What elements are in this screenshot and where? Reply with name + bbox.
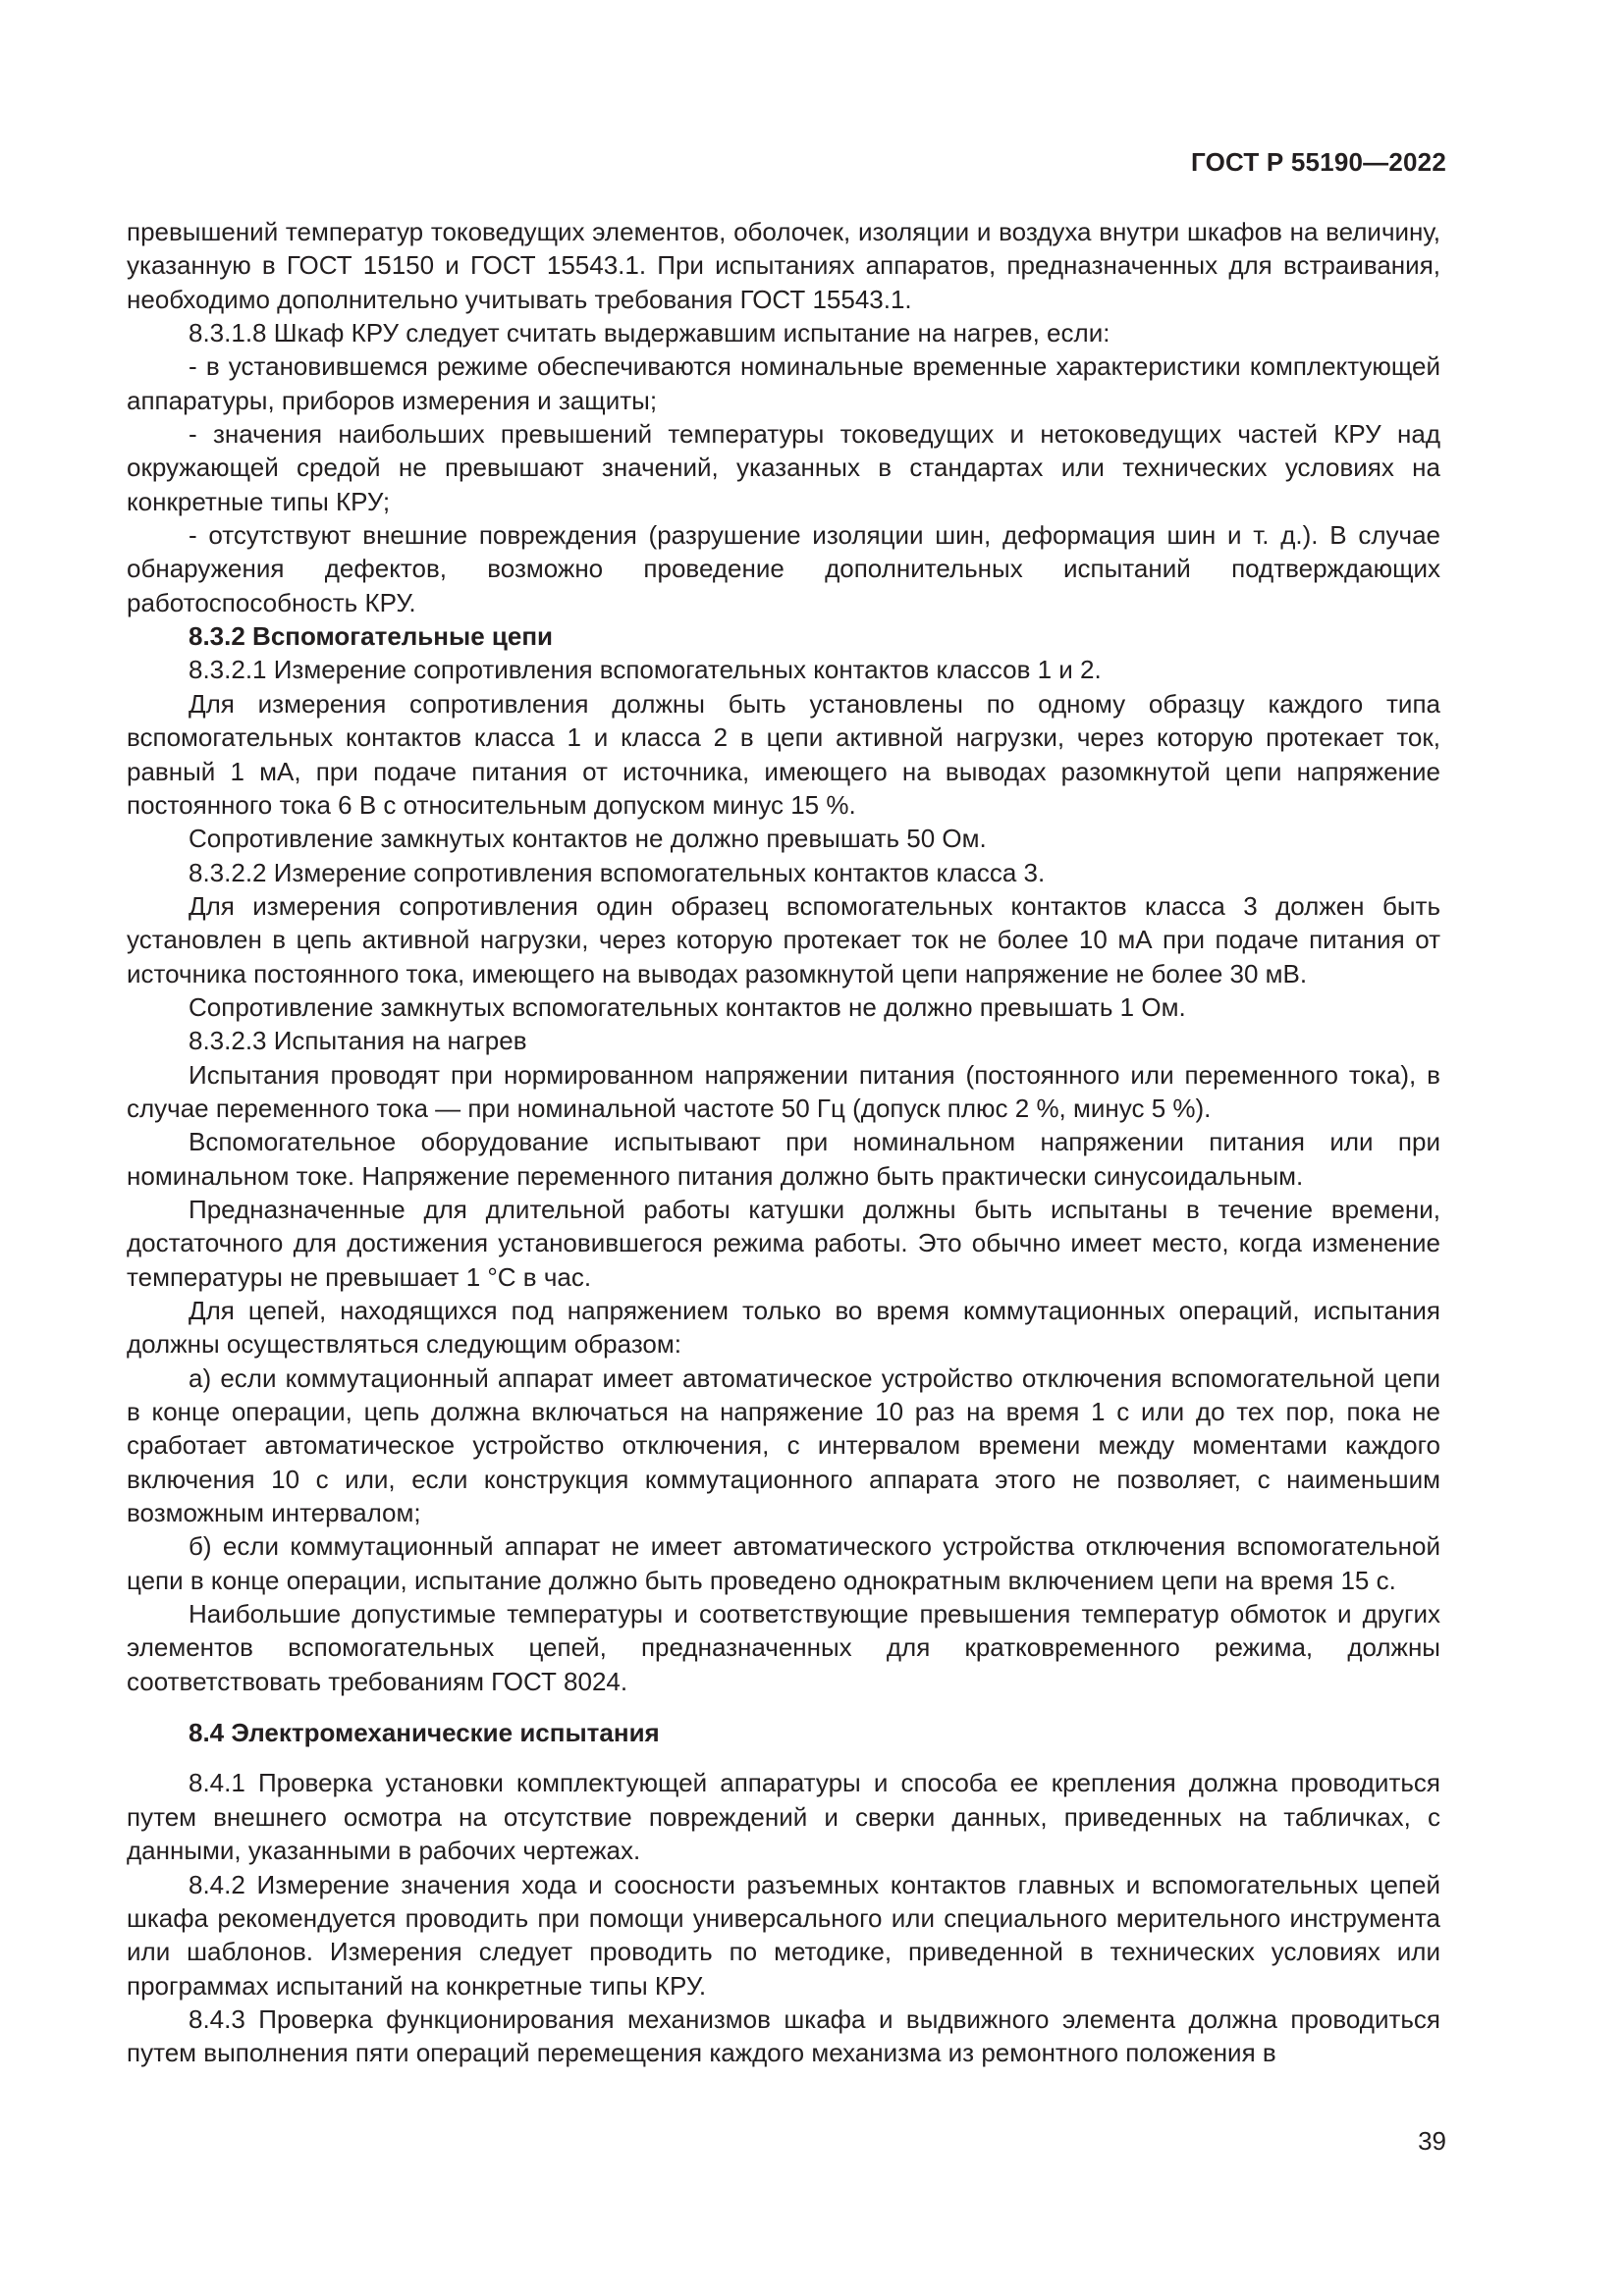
list-item: - отсутствуют внешние повреждения (разрушение изоляции шин, деформация шин и т. д.). В случае обнаружения дефектов, возможно проведение дополнительных испытаний подтверждающих работоспособность КРУ.: [127, 520, 1440, 617]
page-number: 39: [1418, 2126, 1446, 2156]
document-body: [127, 215, 1440, 2070]
paragraph: 8.3.2.2 Измерение сопротивления вспомогательных контактов класса 3.: [189, 857, 1046, 887]
paragraph: Наибольшие допустимые температуры и соответствующие превышения температур обмоток и других элементов вспомогательных цепей, предназначенных для кратковременного режима, должны соответствовать требованиям ГОСТ 8024.: [127, 1599, 1440, 1696]
section-heading: 8.4 Электромеханические испытания: [189, 1718, 660, 1748]
list-item: - в установившемся режиме обеспечиваются номинальные временные характеристики комплектующей аппаратуры, приборов измерения и защиты;: [127, 351, 1440, 415]
paragraph: превышений температур токоведущих элементов, оболочек, изоляции и воздуха внутри шкафов на величину, указанную в ГОСТ 15150 и ГОСТ 15543.1. При испытаниях аппаратов, предназначенных для встраивания, необходимо дополнительно учитывать требования ГОСТ 15543.1.: [127, 217, 1440, 314]
paragraph: Сопротивление замкнутых вспомогательных контактов не должно превышать 1 Ом.: [189, 991, 1186, 1022]
subsection-heading: 8.3.2 Вспомогательные цепи: [189, 621, 554, 652]
list-item: б) если коммутационный аппарат не имеет автоматического устройства отключения вспомогательной цепи в конце операции, испытание должно быть проведено однократным включением цепи на время 15 с.: [127, 1531, 1440, 1595]
paragraph: 8.4.2 Измерение значения хода и соосности разъемных контактов главных и вспомогательных цепей шкафа рекомендуется проводить при помощи универсального или специального мерительного инструмента или шаблонов. Измерения следует проводить по методике, приведенной в технических условиях или программах испытаний на конкретные типы КРУ.: [127, 1869, 1440, 2001]
paragraph: 8.3.2.3 Испытания на нагрев: [189, 1026, 527, 1056]
paragraph: 8.4.3 Проверка функционирования механизмов шкафа и выдвижного элемента должна проводиться путем выполнения пяти операций перемещения каждого механизма из ремонтного положения в: [127, 2003, 1440, 2068]
paragraph: Для измерения сопротивления должны быть установлены по одному образцу каждого типа вспомогательных контактов класса 1 и класса 2 в цепи активной нагрузки, через которую протекает ток, равный 1 мА, при подаче питания от источника, имеющего на выводах разомкнутой цепи напряжение постоянного тока 6 В с относительным допуском минус 15 %.: [127, 688, 1440, 820]
paragraph: Сопротивление замкнутых контактов не должно превышать 50 Ом.: [189, 824, 987, 854]
paragraph: Испытания проводят при нормированном напряжении питания (постоянного или переменного тока), в случае переменного тока — при номинальной частоте 50 Гц (допуск плюс 2 %, минус 5 %).: [127, 1059, 1440, 1123]
document-code-header: ГОСТ Р 55190—2022: [1191, 147, 1446, 177]
paragraph: 8.3.1.8 Шкаф КРУ следует считать выдержавшим испытание на нагрев, если:: [189, 318, 1110, 348]
paragraph: 8.3.2.1 Измерение сопротивления вспомогательных контактов классов 1 и 2.: [189, 655, 1102, 685]
list-item: а) если коммутационный аппарат имеет автоматическое устройство отключения вспомогательной цепи в конце операции, цепь должна включаться на напряжение 10 раз на время 1 с или до тех пор, пока не сработает автоматическое устройство отключения, с интервалом времени между моментами каждого включения 10 с или, если конструкция коммутационного аппарата этого не позволяет, с наименьшим возможным интервалом;: [127, 1362, 1440, 1528]
paragraph: Для измерения сопротивления один образец вспомогательных контактов класса 3 должен быть установлен в цепь активной нагрузки, через которую протекает ток не более 10 мА при подаче питания от источника постоянного тока, имеющего на выводах разомкнутой цепи напряжение не более 30 мВ.: [127, 890, 1440, 988]
paragraph: Для цепей, находящихся под напряжением только во время коммутационных операций, испытания должны осуществляться следующим образом:: [127, 1296, 1440, 1360]
paragraph: Предназначенные для длительной работы катушки должны быть испытаны в течение времени, достаточного для достижения установившегося режима работы. Это обычно имеет место, когда изменение температуры не превышает 1 °С в час.: [127, 1194, 1440, 1292]
list-item: - значения наибольших превышений температуры токоведущих и нетоковедущих частей КРУ над окружающей средой не превышают значений, указанных в стандартах или технических условиях на конкретные типы КРУ;: [127, 419, 1440, 516]
paragraph: Вспомогательное оборудование испытывают при номинальном напряжении питания или при номинальном токе. Напряжение переменного питания должно быть практически синусоидальным.: [127, 1127, 1440, 1191]
paragraph: 8.4.1 Проверка установки комплектующей аппаратуры и способа ее крепления должна проводиться путем внешнего осмотра на отсутствие повреждений и сверки данных, приведенных на табличках, с данными, указанными в рабочих чертежах.: [127, 1768, 1440, 1866]
